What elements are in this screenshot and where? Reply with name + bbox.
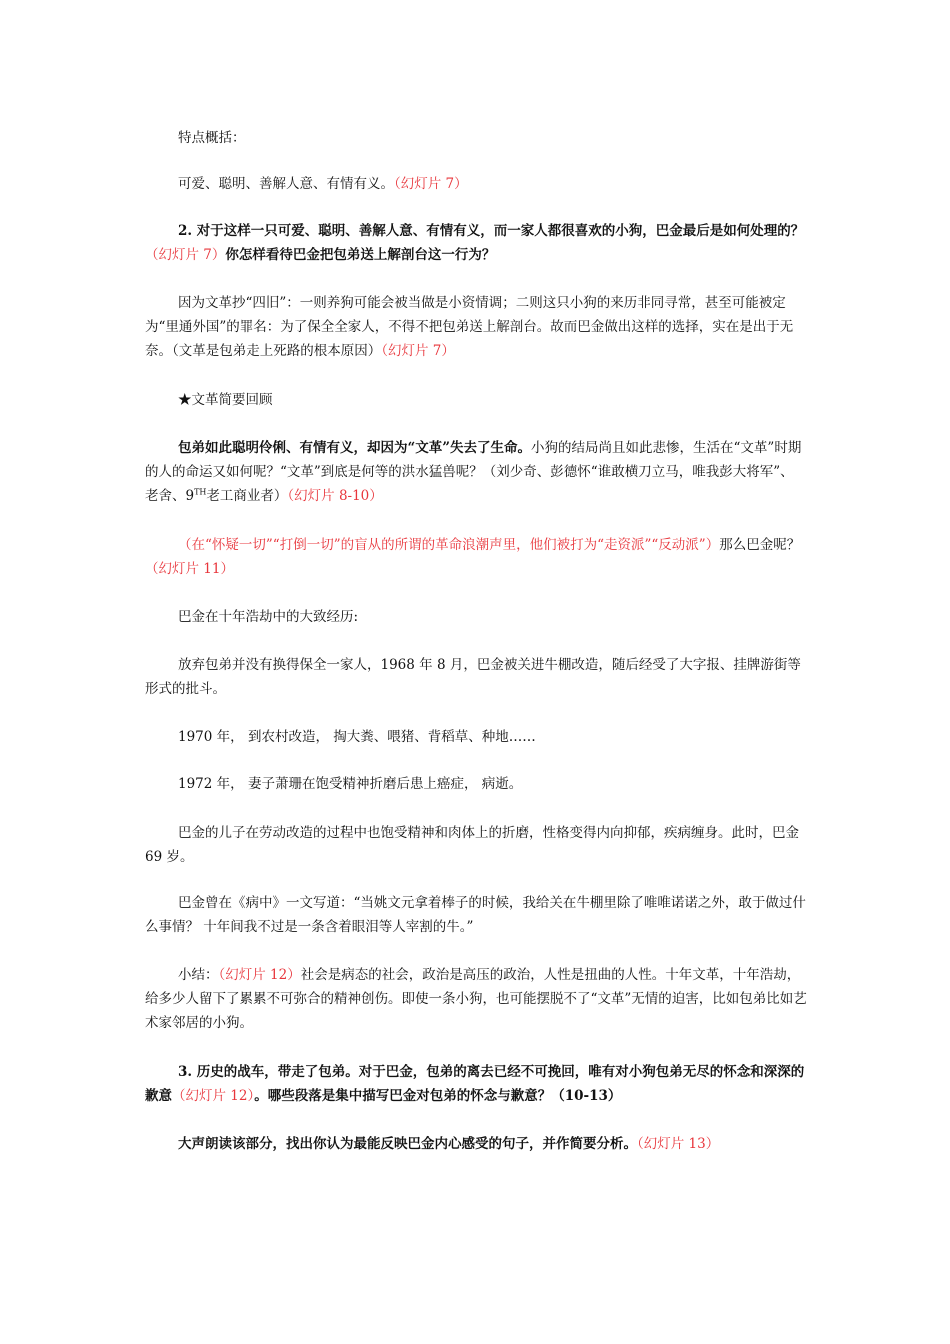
summary-text: 社会是病态的社会，政治是高压的政治，人性是扭曲的人性。十年文革，十年浩劫，给多少人留下了累累不可弥合的精神创伤。即使一条小狗，也可能摆脱不了“文革”无情的迫害，比如包弟比如艺术家邻居的小狗。 (145, 967, 807, 1031)
question-3 (145, 1060, 807, 1108)
paragraph-text: 小狗的结局尚且如此悲惨，生活在“文革”时期的人的命运又如何呢？“文革”到底是何等的洪水猛兽呢？（刘少奇、彭德怀“谁敢横刀立马，唯我彭大将军”、老舍、9 (145, 440, 802, 504)
summary-paragraph (145, 963, 807, 1035)
summary-label-text: 特点概括： (178, 130, 246, 146)
slide-ref: （幻灯片 7） (381, 343, 455, 359)
question-2 (145, 219, 807, 267)
event-1970 (178, 725, 536, 749)
traits-text: 可爱、聪明、善解人意、有情有义。 (178, 176, 394, 192)
event-1972-text: 1972 年， 妻子萧珊在饱受精神折磨后患上癌症， 病逝。 (178, 776, 523, 792)
event-1970-text: 1970 年， 到农村改造， 掏大粪、喂猪、背稻草、种地…… (178, 729, 536, 745)
reading-task (145, 1132, 807, 1156)
slide-ref: （幻灯片 7） (394, 176, 468, 192)
question-2-text: 2. 对于这样一只可爱、聪明、善解人意、有情有义，而一家人都很喜欢的小狗，巴金最后是如何处理的？ (178, 223, 805, 239)
quote-paragraph-text: 巴金曾在《病中》一文写道：“当姚文元拿着棒子的时候，我给关在牛棚里除了唯唯诺诺之外，敢于做过什么事情？ 十年间我不过是一条含着眼泪等人宰割的牛。” (145, 895, 806, 935)
summary-label (178, 126, 246, 150)
question-2-followup: 你怎样看待巴金把包弟送上解剖台这一行为？ (225, 247, 496, 263)
event-1968 (145, 653, 807, 701)
question-3-text: 3. 历史的战车，带走了包弟。对于巴金，包弟的离去已经不可挽回，唯有对小狗包弟无尽的怀念和深深的歉意 (145, 1064, 805, 1104)
question-3-followup: 。哪些段落是集中描写巴金对包弟的怀念与歉意？（10-13） (254, 1088, 622, 1104)
son-paragraph (145, 821, 807, 869)
paragraph-text-end: 老工商业者） (206, 488, 288, 504)
superscript: TH (194, 487, 207, 497)
experience-heading-text: 巴金在十年浩劫中的大致经历: (178, 609, 359, 625)
slide-ref: （幻灯片 12） (172, 1088, 255, 1104)
review-heading (178, 388, 273, 412)
star-icon: ★ (178, 392, 192, 408)
paragraph-text: 那么巴金呢？ (719, 537, 801, 553)
summary-lead: 小结： (178, 967, 219, 983)
event-1968-text: 放弃包弟并没有换得保全一家人，1968 年 8 月，巴金被关进牛棚改造，随后经受了大字报、挂牌游街等形式的批斗。 (145, 657, 801, 697)
experience-heading (178, 605, 358, 629)
bajin-question-paragraph (145, 533, 807, 581)
red-note: （在“怀疑一切”“打倒一切”的盲从的所谓的革命浪潮声里，他们被打为“走资派”“反动派”） (178, 537, 720, 553)
answer-2 (145, 291, 807, 363)
slide-ref: （幻灯片 11） (145, 561, 234, 577)
slide-ref: （幻灯片 8-10） (287, 488, 383, 504)
slide-ref: （幻灯片 12） (218, 967, 301, 983)
answer-2-text: 因为文革抄“四旧”：一则养狗可能会被当做是小资情调；二则这只小狗的来历非同寻常，甚至可能被定为“里通外国”的罪名：为了保全全家人，不得不把包弟送上解剖台。故而巴金做出这样的选择，实在是出于无奈。（文革是包弟走上死路的根本原因） (145, 295, 794, 359)
slide-ref: （幻灯片 13） (637, 1136, 720, 1152)
son-paragraph-text: 巴金的儿子在劳动改造的过程中也饱受精神和肉体上的折磨，性格变得内向抑郁，疾病缠身。此时，巴金 69 岁。 (145, 825, 799, 865)
reading-task-text: 大声朗读该部分，找出你认为最能反映巴金内心感受的句子，并作简要分析。 (178, 1136, 637, 1152)
quote-paragraph (145, 891, 807, 939)
slide-ref: （幻灯片 7） (145, 247, 226, 263)
review-heading-text: 文革简要回顾 (191, 392, 273, 408)
cultural-revolution-paragraph (145, 436, 807, 508)
traits-line (178, 172, 468, 196)
bold-lead: 包弟如此聪明伶俐、有情有义，却因为“文革”失去了生命。 (178, 440, 532, 456)
event-1972 (178, 772, 522, 796)
